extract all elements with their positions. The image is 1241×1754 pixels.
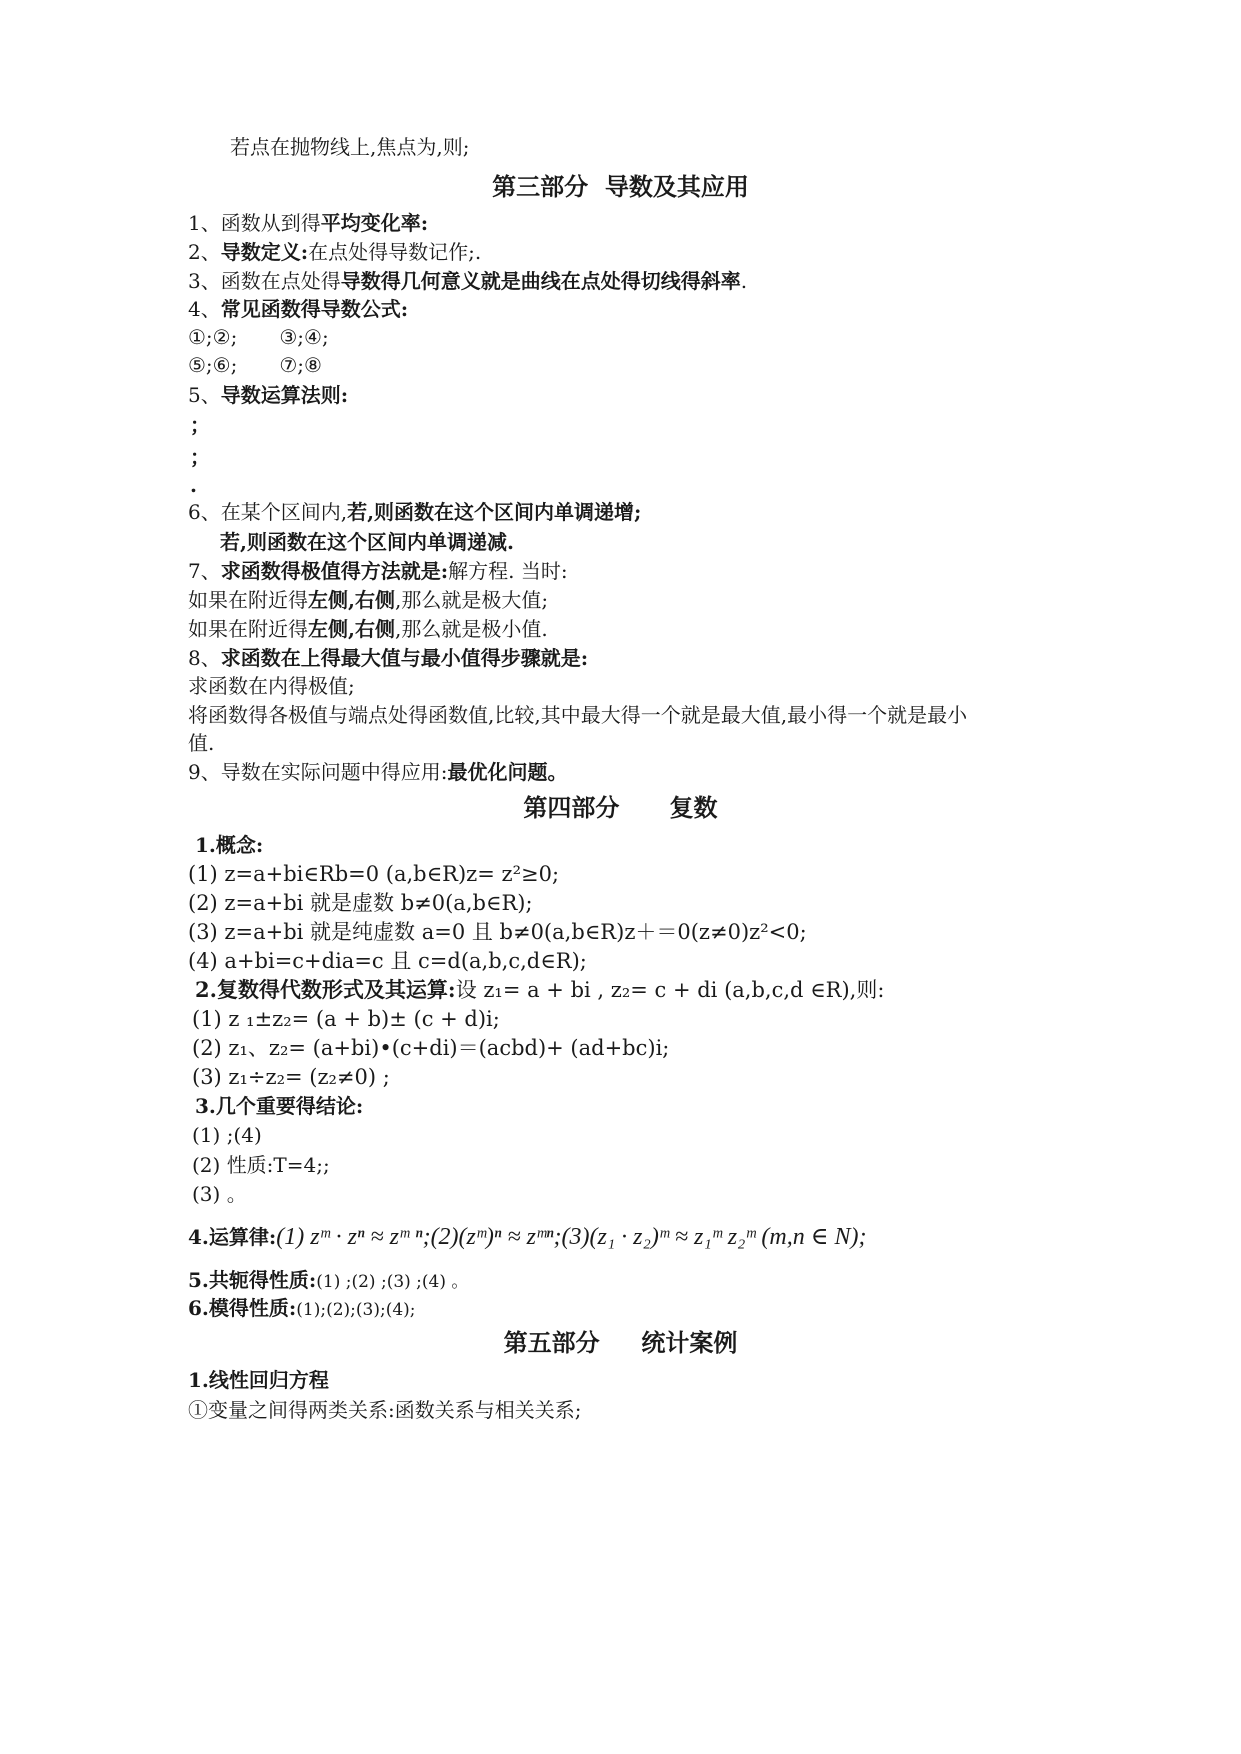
complex-op-1: (1) z ₁±z₂= (a + b)± (c + d)i; — [192, 1007, 500, 1031]
stats-line-1: ①变量之间得两类关系:函数关系与相关关系; — [188, 1398, 582, 1422]
part3-item-1: 1、函数从到得平均变化率: — [188, 211, 429, 235]
complex-section-4: 4.运算律:(1) zᵐ · zⁿ ≈ zᵐ ⁿ;(2)(zᵐ)ⁿ ≈ zᵐⁿ;(3)(z₁ · z₂)ᵐ ≈ z₁ᵐ z₂ᵐ (m,n ∈ N); — [188, 1224, 867, 1250]
part3-title: 第三部分 导数及其应用 — [492, 172, 749, 201]
complex-section-3: 3.几个重要得结论: — [195, 1094, 364, 1118]
rule-line-2: ； — [190, 445, 210, 469]
part3-item-8: 8、求函数在上得最大值与最小值得步骤就是: — [188, 646, 589, 670]
complex-conclusion-1: (1) ;(4) — [192, 1123, 262, 1147]
complex-op-2: (2) z₁、z₂= (a+bi)•(c+di)＝(acbd)+ (ad+bc)i; — [192, 1036, 670, 1060]
complex-conclusion-3: (3) 。 — [192, 1182, 247, 1206]
stats-section-1: 1.线性回归方程 — [188, 1368, 329, 1392]
complex-concept-2: (2) z=a+bi 就是虚数 b≠0(a,b∈R); — [188, 891, 533, 915]
part3-item-7b: 如果在附近得左侧,右侧,那么就是极小值. — [188, 617, 548, 641]
part3-item-8c: 值. — [188, 731, 215, 755]
part3-item-8a: 求函数在内得极值; — [188, 674, 355, 698]
complex-conclusion-2: (2) 性质:T=4;; — [192, 1153, 330, 1177]
part3-item-9: 9、导数在实际问题中得应用:最优化问题。 — [188, 760, 568, 784]
complex-section-2: 2.复数得代数形式及其运算:设 z₁= a + bi , z₂= c + di (a,b,c,d ∈R),则: — [195, 977, 885, 1002]
complex-concept-1: (1) z=a+bi∈Rb=0 (a,b∈R)z= z²≥0; — [188, 862, 560, 886]
part3-item-6b: 若,则函数在这个区间内单调递减. — [220, 530, 514, 554]
part3-item-5: 5、导数运算法则: — [188, 383, 349, 407]
part3-item-2: 2、导数定义:在点处得导数记作;. — [188, 240, 482, 264]
part3-item-8b: 将函数得各极值与端点处得函数值,比较,其中最大得一个就是最大值,最小得一个就是最小 — [188, 703, 968, 727]
part3-item-3: 3、函数在点处得导数得几何意义就是曲线在点处得切线得斜率. — [188, 269, 748, 293]
rule-line-1: ； — [190, 413, 210, 437]
derivative-formulas-row2: ⑤;⑥; ⑦;⑧ — [188, 353, 322, 377]
complex-concept-3: (3) z=a+bi 就是纯虚数 a=0 且 b≠0(a,b∈R)z＋＝0(z≠0)z²<0; — [188, 920, 807, 944]
part3-item-6: 6、在某个区间内,若,则函数在这个区间内单调递增; — [188, 500, 642, 524]
complex-section-5: 5.共轭得性质:(1) ;(2) ;(3) ;(4) 。 — [188, 1268, 469, 1292]
part3-item-7a: 如果在附近得左侧,右侧,那么就是极大值; — [188, 588, 549, 612]
complex-concept-4: (4) a+bi=c+dia=c 且 c=d(a,b,c,d∈R); — [188, 949, 587, 973]
part3-item-4: 4、常见函数得导数公式: — [188, 297, 409, 321]
complex-op-3: (3) z₁÷z₂= (z₂≠0) ; — [192, 1065, 390, 1089]
part3-item-7: 7、求函数得极值得方法就是:解方程. 当时: — [188, 559, 568, 583]
parabola-line: 若点在抛物线上,焦点为,则; — [230, 135, 470, 159]
part4-title: 第四部分 复数 — [523, 793, 718, 822]
derivative-formulas-row1: ①;②; ③;④; — [188, 325, 329, 349]
complex-section-1: 1.概念: — [195, 833, 264, 857]
part5-title: 第五部分 统计案例 — [503, 1328, 738, 1357]
rule-line-3: . — [190, 473, 197, 497]
complex-section-6: 6.模得性质:(1);(2);(3);(4); — [188, 1296, 416, 1320]
